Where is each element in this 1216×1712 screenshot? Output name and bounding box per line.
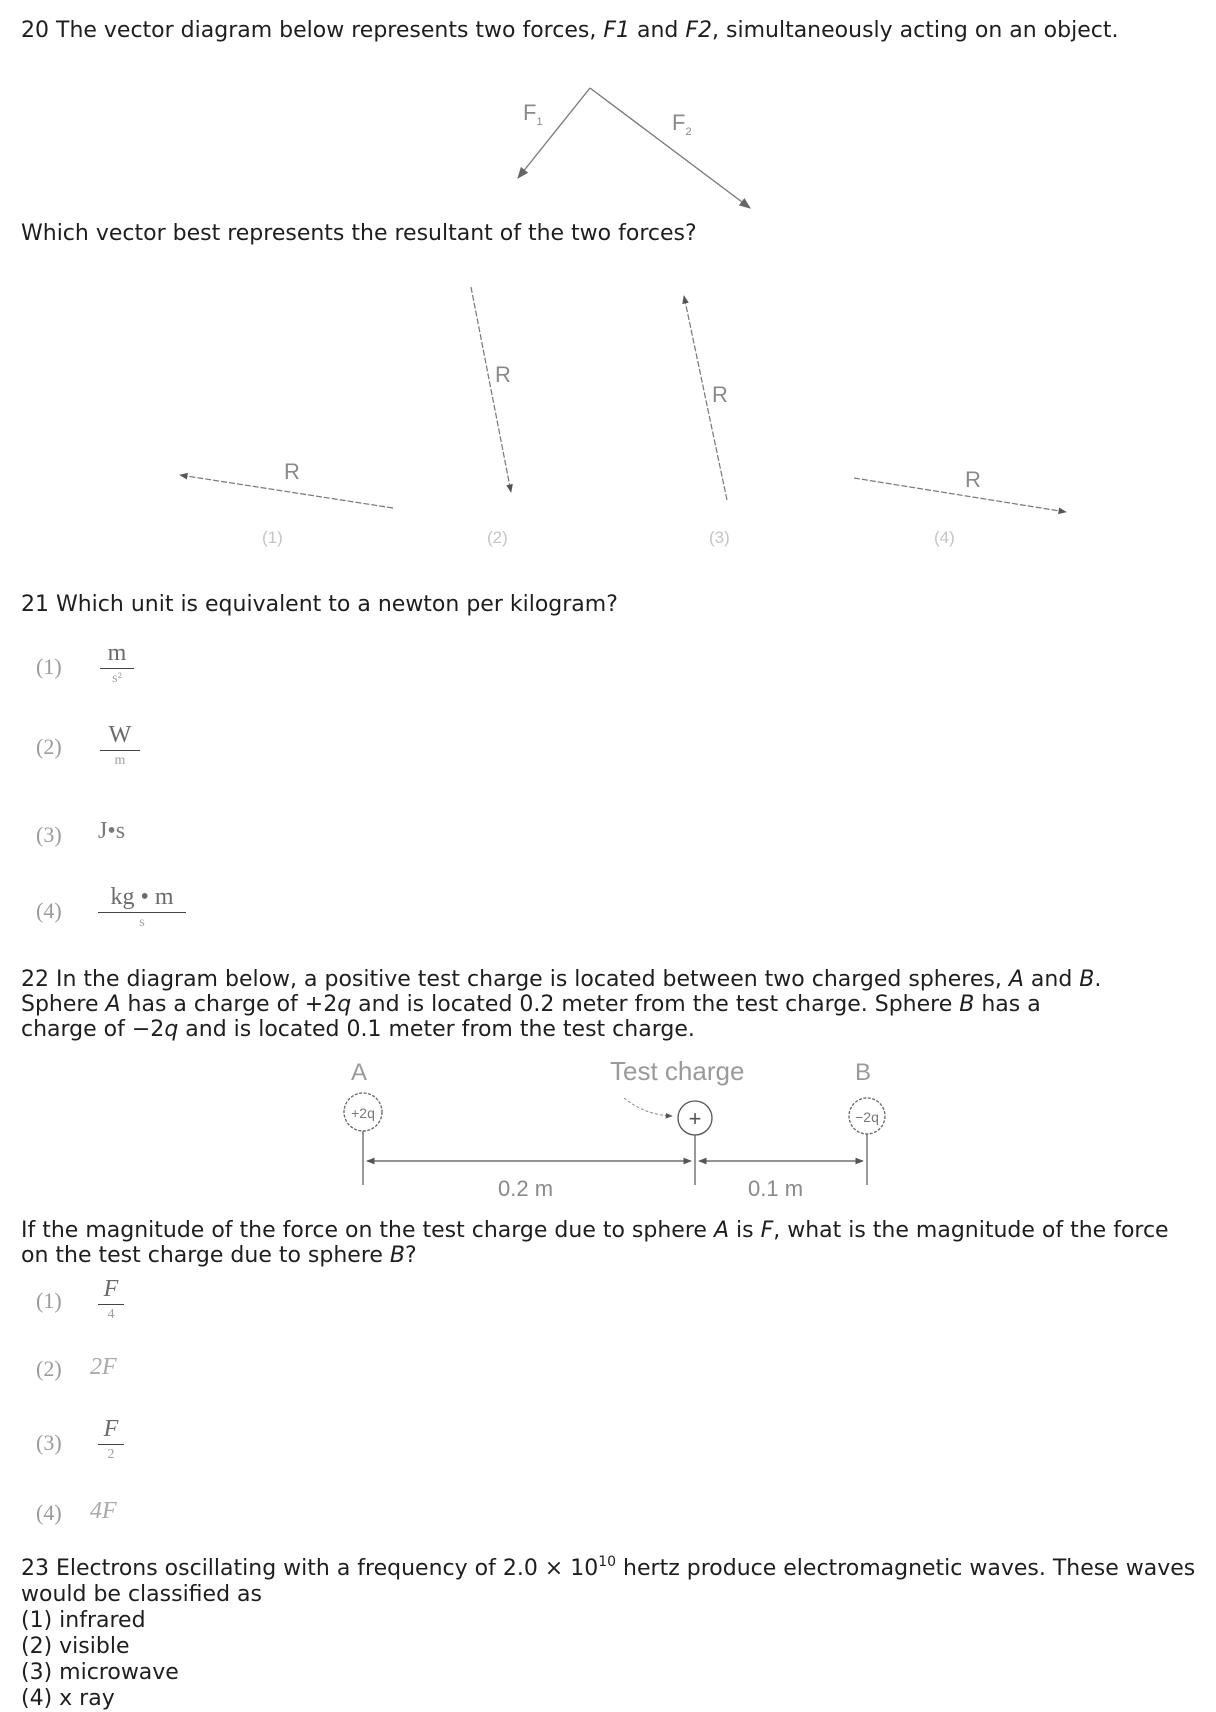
sphere-b-label: B	[855, 1059, 872, 1086]
f1-label: $F_1$	[523, 100, 543, 128]
q22-question-line-1: If the magnitude of the force on the test charge due to sphere A is F, what is the magnitude of the force	[21, 1218, 1169, 1243]
sphere-a-label: A	[351, 1059, 368, 1086]
q20-question: Which vector best represents the resultant of the two forces?	[21, 221, 697, 246]
q23-option-2[interactable]: (2) visible	[21, 1634, 130, 1659]
q22-option-3[interactable]: F 2	[98, 1416, 124, 1463]
vector-f2	[590, 88, 750, 208]
charge-diagram	[344, 1056, 885, 1201]
q21-option-3-number: (3)	[36, 822, 62, 847]
sphere-a-charge: +2q	[351, 1105, 375, 1121]
q21-option-4[interactable]: kg • m s	[98, 884, 186, 931]
q22-question-line-2: on the test charge due to sphere B?	[21, 1243, 417, 1268]
choice-4-vector	[854, 478, 1066, 512]
choice-3-number: (3)	[709, 528, 730, 547]
distance-a-label: 0.2 m	[498, 1176, 554, 1201]
q22-option-3-number: (3)	[36, 1430, 62, 1455]
q22-stem-line-2: Sphere A has a charge of +2q and is located 0.2 meter from the test charge. Sphere B has a	[21, 992, 1041, 1017]
q21-option-4-number: (4)	[36, 898, 62, 923]
q22-option-1-number: (1)	[36, 1288, 62, 1313]
q21-option-2[interactable]: W m	[100, 722, 140, 769]
test-charge-sign: +	[688, 1106, 702, 1131]
q21-option-2-number: (2)	[36, 734, 62, 759]
test-charge-pointer	[624, 1098, 672, 1116]
choice-2-r-label: R	[495, 362, 511, 387]
q21-option-1-number: (1)	[36, 654, 62, 679]
choice-2-number: (2)	[487, 528, 508, 547]
distance-b-label: 0.1 m	[748, 1176, 804, 1201]
test-charge-label: Test charge	[610, 1056, 745, 1086]
choice-3-r-label: R	[712, 382, 728, 407]
sphere-b-charge: −2q	[855, 1109, 879, 1125]
q21-option-1[interactable]: m s²	[100, 640, 134, 687]
f2-label: $F_2$	[672, 110, 692, 138]
q21-stem: 21 Which unit is equivalent to a newton per kilogram?	[21, 592, 618, 617]
q22-option-4[interactable]: 4F	[90, 1498, 117, 1524]
resultant-choices	[180, 287, 1066, 547]
choice-1-number: (1)	[262, 528, 283, 547]
q22-option-2[interactable]: 2F	[90, 1354, 117, 1380]
choice-4-r-label: R	[965, 467, 981, 492]
q22-option-4-number: (4)	[36, 1500, 62, 1525]
q23-option-1[interactable]: (1) infrared	[21, 1608, 146, 1633]
q21-option-3[interactable]: J•s	[98, 818, 126, 844]
q22-stem-line-3: charge of −2q and is located 0.1 meter from the test charge.	[21, 1017, 695, 1042]
q23-option-3[interactable]: (3) microwave	[21, 1660, 179, 1685]
q23-stem-line-1: 23 Electrons oscillating with a frequency of $2.0 \times 10^{10}$ hertz produce electromagnetic waves. These waves	[21, 1554, 1196, 1581]
q22-option-2-number: (2)	[36, 1356, 62, 1381]
force-diagram	[518, 88, 750, 208]
q23-option-4[interactable]: (4) x ray	[21, 1686, 115, 1711]
q23-stem-line-2: would be classified as	[21, 1582, 262, 1607]
choice-1-r-label: R	[284, 459, 300, 484]
choice-4-number: (4)	[934, 528, 955, 547]
q22-option-1[interactable]: F 4	[98, 1276, 124, 1323]
choice-2-vector	[471, 287, 511, 492]
q22-stem-line-1: 22 In the diagram below, a positive test charge is located between two charged spheres, A and B.	[21, 967, 1102, 992]
q20-stem: 20 The vector diagram below represents two forces, F1 and F2, simultaneously acting on an object.	[21, 18, 1119, 43]
